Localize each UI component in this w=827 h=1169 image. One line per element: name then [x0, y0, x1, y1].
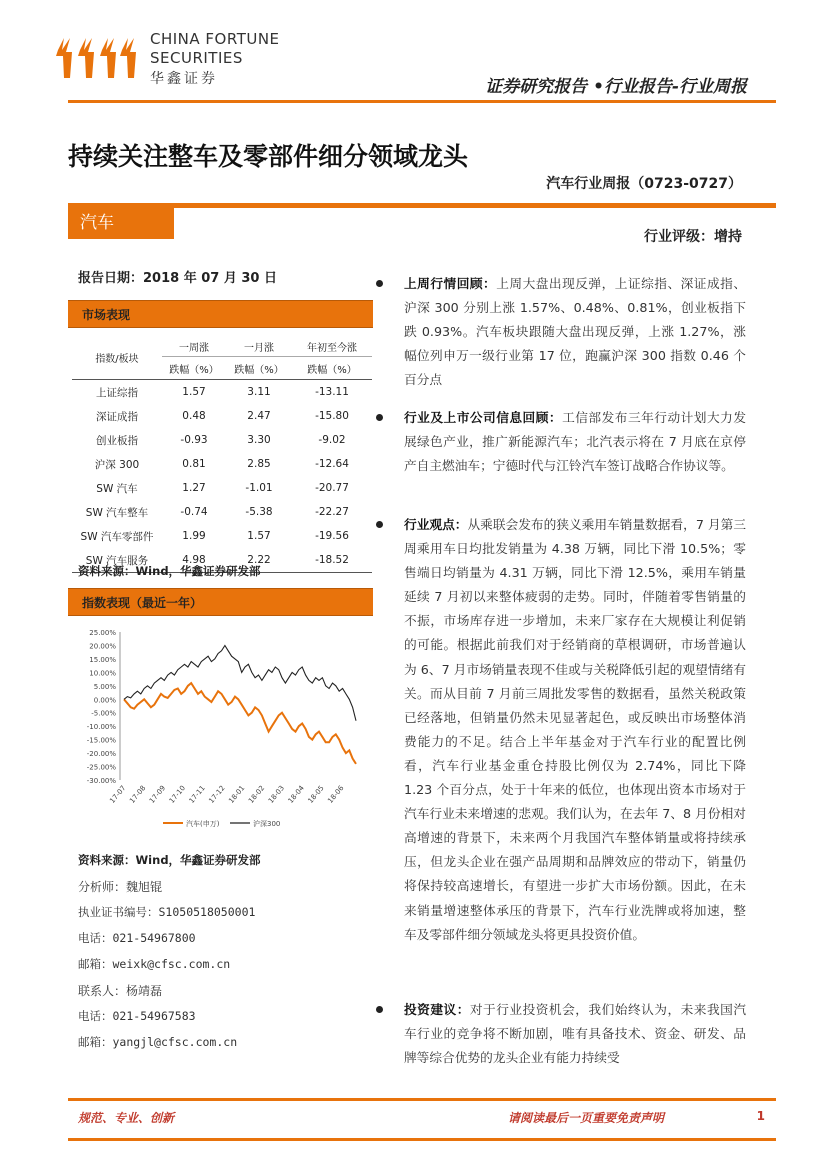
- table-header-week-1: 一周涨: [162, 336, 226, 357]
- table-header-index: 指数/板块: [72, 336, 162, 380]
- table-row: [72, 404, 372, 428]
- table-cell-ytd: -15.80: [315, 410, 349, 422]
- table-cell-week: 1.27: [182, 482, 206, 494]
- bullet-icon: [376, 280, 383, 287]
- table-row: [72, 380, 372, 405]
- chart-y-tick-label: 5.00%: [93, 682, 116, 691]
- table-header-ytd-2: 跌幅（%）: [292, 357, 372, 380]
- chart-legend-label-1: 沪深300: [253, 820, 281, 828]
- chart-x-tick-label: 18-02: [247, 784, 267, 805]
- table-cell-month: -5.38: [245, 506, 273, 518]
- table-row: [72, 500, 372, 524]
- table-cell-ytd: -19.56: [315, 530, 349, 542]
- logo-text-cn: 华鑫证券: [150, 71, 218, 87]
- footer-slogan: 规范、专业、创新: [78, 1111, 175, 1125]
- chart-x-tick-label: 18-05: [306, 784, 326, 805]
- table-row: [72, 524, 372, 548]
- table-cell-month: 2.47: [247, 410, 271, 422]
- chart-source: 资料来源：Wind，华鑫证券研发部: [78, 853, 261, 867]
- table-header-week-2: 跌幅（%）: [162, 357, 226, 380]
- market-source: 资料来源：Wind，华鑫证券研发部: [78, 564, 261, 578]
- table-cell-name: 创业板指: [96, 434, 138, 447]
- table-cell-name: SW 汽车整车: [85, 506, 149, 519]
- table-cell-month: -1.01: [245, 482, 273, 494]
- table-cell-ytd: -22.27: [315, 506, 349, 518]
- table-header-ytd-1: 年初至今涨: [292, 336, 372, 357]
- bullet-body: 工信部发布三年行动计划大力发展绿色产业，推广新能源汽车；北汽表示将在 7 月底在京停产自主燃油车；宁德时代与江铃汽车签订战略合作协议等。: [404, 410, 747, 474]
- chart-x-tick-label: 17-08: [128, 784, 148, 805]
- sector-label: 汽车: [68, 203, 174, 239]
- table-cell-week: -0.74: [180, 506, 208, 518]
- bullet-investment-advice: [376, 998, 746, 1070]
- logo-text-en-2: SECURITIES: [150, 49, 243, 67]
- market-table: [72, 336, 372, 573]
- table-cell-month: 1.57: [247, 530, 271, 542]
- table-cell-week: 0.81: [182, 458, 206, 470]
- analyst-cert: 执业证书编号：S1050518050001: [78, 905, 256, 919]
- table-cell-month: 3.11: [247, 386, 271, 398]
- bullet-market-review: [376, 272, 746, 392]
- logo-text-en-1: CHINA FORTUNE: [150, 30, 280, 48]
- analyst-email: 邮箱：weixk@cfsc.com.cn: [78, 957, 231, 971]
- table-cell-name: 深证成指: [96, 410, 138, 423]
- chart-y-tick-label: -5.00%: [91, 709, 116, 718]
- chart-series-line-0: [124, 683, 356, 764]
- chart-x-tick-label: 18-06: [326, 784, 346, 805]
- contact-name: 联系人：杨靖磊: [78, 984, 163, 998]
- chart-y-tick-label: 15.00%: [89, 655, 116, 664]
- chart-x-tick-label: 17-09: [147, 784, 168, 805]
- contact-phone: 电话：021-54967583: [78, 1009, 196, 1023]
- footer-disclaimer-note: 请阅读最后一页重要免责声明: [508, 1111, 665, 1125]
- bullet-industry-news: [376, 406, 746, 478]
- report-date: 报告日期：2018 年 07 月 30 日: [78, 271, 277, 286]
- table-cell-week: -0.93: [180, 434, 208, 446]
- chart-x-tick-label: 17-12: [207, 784, 227, 805]
- table-cell-ytd: -12.64: [315, 458, 349, 470]
- bullet-body: 从乘联会发布的狭义乘用车销量数据看，7 月第三周乘用车日均批发销量为 4.38 万辆，同比下滑 10.5%；零售端日均销量为 4.31 万辆，同比下滑 12.5%，乘用车销量延续 7 月初以来整体疲弱的走势。同时，伴随着零售销量的不振，市场库存进一步增加，未来厂家存在大规模让利促销的可能。根据此前我们对于经销商的草根调研，市场普遍认为 6、7 月市场销量表现不佳或与关税降低引起的观望情绪有关。而从目前 7 月前三周批发零售的数据看，虽然关税政策已经落地，但销量仍然未见显著起色，或反映出市场整体消费能力的不足。结合上半年基金对于汽车行业的配置比例看，汽车行业基金重仓持股比例仅为 2.74%，同比下降 1.23 个百分点，处于十年来的低位，也体现出资本市场对于汽车行业未来增速的悲观。我们认为，在去年 7、8 月份相对高增速的背景下，未来两个月我国汽车整体销量或将持续承压，但龙头企业在强产品周期和品牌效应的带动下，销量仍将保持较高速增长，有望进一步扩大市场份额。因此，在未来销量增速整体承压的背景下，汽车行业洗牌或将加速，整车及零部件细分领域龙头将更具投资价值。: [404, 517, 747, 942]
- table-row: [72, 476, 372, 500]
- chart-section-title: 指数表现（最近一年）: [82, 596, 203, 610]
- bullet-body: 上周大盘出现反弹，上证综指、深证成指、沪深 300 分别上涨 1.57%、0.48%、0.81%，创业板指下跌 0.93%。汽车板块跟随大盘出现反弹，上涨 1.27%，涨幅位列申万一级行业第 17 位，跑赢沪深 300 指数 0.46 个百分点: [404, 276, 747, 388]
- header-divider: [68, 100, 776, 103]
- chart-x-tick-label: 17-10: [167, 784, 187, 805]
- table-cell-ytd: -9.02: [318, 434, 346, 446]
- bullet-head: 行业及上市公司信息回顾：: [404, 410, 563, 425]
- report-type: 证券研究报告 •行业报告-行业周报: [485, 77, 747, 97]
- analyst-name: 分析师：魏旭锟: [78, 880, 163, 894]
- page-number: 1: [756, 1109, 765, 1123]
- table-cell-week: 1.99: [182, 530, 206, 542]
- footer-bar: [68, 1138, 776, 1141]
- chart-x-tick-label: 18-03: [266, 784, 287, 805]
- sector-divider: [68, 203, 776, 208]
- chart-section-header: [68, 588, 373, 616]
- index-chart: [68, 620, 373, 840]
- chart-x-tick-label: 17-11: [187, 784, 207, 805]
- table-cell-month: 2.22: [226, 548, 292, 573]
- chart-x-tick-label: 18-01: [227, 784, 247, 805]
- page-title: 持续关注整车及零部件细分领域龙头: [68, 142, 469, 171]
- footer-divider: [68, 1098, 776, 1101]
- company-logo-icon: [50, 30, 140, 80]
- table-header-month-2: 跌幅（%）: [226, 357, 292, 380]
- market-section-title: 市场表现: [82, 308, 131, 322]
- page-subtitle: 汽车行业周报（0723-0727）: [546, 176, 742, 192]
- table-cell-ytd: -13.11: [315, 386, 349, 398]
- table-row: [72, 428, 372, 452]
- table-cell-name: SW 汽车服务: [72, 548, 162, 573]
- table-cell-month: 2.85: [247, 458, 271, 470]
- table-header-month-1: 一月涨: [226, 336, 292, 357]
- chart-x-tick-label: 17-07: [108, 784, 128, 805]
- chart-legend-label-0: 汽车(申万): [186, 820, 220, 828]
- chart-y-tick-label: 10.00%: [89, 669, 116, 678]
- chart-y-tick-label: -25.00%: [86, 763, 116, 772]
- industry-rating: 行业评级：增持: [644, 229, 742, 245]
- bullet-icon: [376, 1006, 383, 1013]
- chart-y-tick-label: 20.00%: [89, 642, 116, 651]
- market-section-header: [68, 300, 373, 328]
- table-cell-week: 1.57: [182, 386, 206, 398]
- bullet-icon: [376, 521, 383, 528]
- analyst-phone: 电话：021-54967800: [78, 931, 196, 945]
- chart-series-line-1: [124, 646, 356, 721]
- table-row: [72, 452, 372, 476]
- bullet-head: 投资建议：: [404, 1002, 470, 1017]
- table-cell-week: 4.98: [162, 548, 226, 573]
- bullet-head: 行业观点：: [404, 517, 468, 532]
- chart-y-tick-label: 25.00%: [89, 629, 116, 637]
- table-cell-week: 0.48: [182, 410, 206, 422]
- chart-y-tick-label: -10.00%: [86, 723, 116, 732]
- table-cell-ytd: -20.77: [315, 482, 349, 494]
- bullet-industry-view: [376, 513, 746, 947]
- chart-y-tick-label: -20.00%: [86, 750, 116, 759]
- table-cell-name: SW 汽车零部件: [80, 530, 154, 543]
- chart-y-tick-label: 0.00%: [93, 696, 116, 705]
- chart-y-tick-label: -30.00%: [86, 777, 116, 785]
- bullet-icon: [376, 414, 383, 421]
- bullet-body: 对于行业投资机会，我们始终认为，未来我国汽车行业的竞争将不断加剧，唯有具备技术、资金、研发、品牌等综合优势的龙头企业有能力持续受: [404, 1002, 747, 1066]
- table-cell-name: 上证综指: [96, 386, 138, 399]
- table-cell-name: SW 汽车: [96, 482, 138, 495]
- bullet-head: 上周行情回顾：: [404, 276, 497, 291]
- table-cell-name: 沪深 300: [94, 458, 140, 471]
- chart-y-tick-label: -15.00%: [86, 736, 116, 745]
- contact-email: 邮箱：yangjl@cfsc.com.cn: [78, 1035, 238, 1049]
- chart-x-tick-label: 18-04: [286, 784, 306, 805]
- table-cell-ytd: -18.52: [292, 548, 372, 573]
- table-cell-month: 3.30: [247, 434, 271, 446]
